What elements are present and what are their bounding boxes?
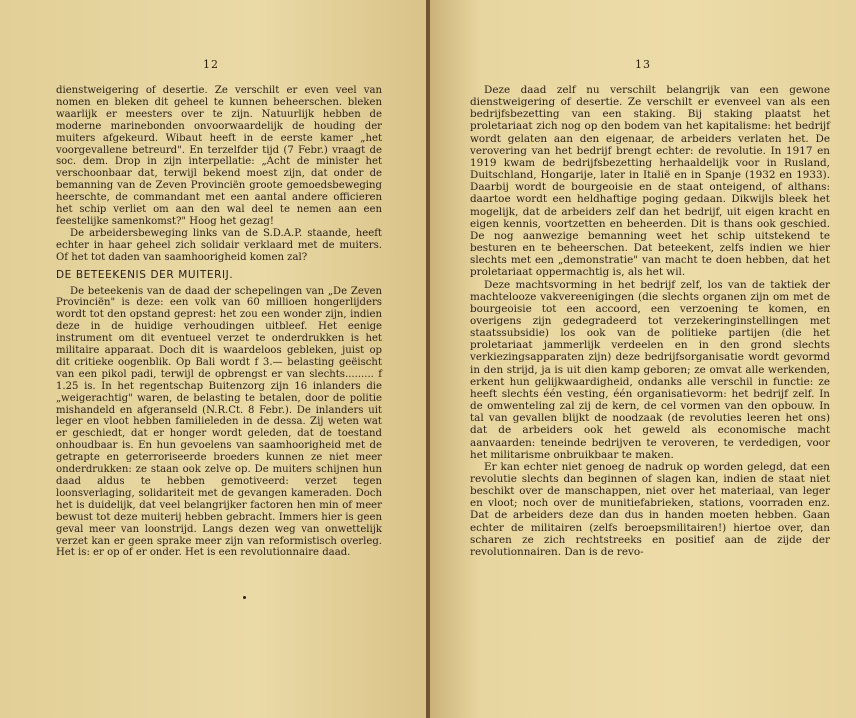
paragraph: Deze daad zelf nu verschilt belangrijk van een gewone dienstweigering of desertie. Ze verschilt er evenveel van als een bedrijfsbezetting van een staking. Bij staking plaatst het proletariaat zich nog op den bodem van het kapitalisme: het bedrijf wordt gelaten aan den eigenaar, de arbeiders verlaten het. De verovering van het bedrijf brengt echter: de revolutie. In 1917 en 1919 kwam de bedrijfsbezetting herhaaldelijk voor in Rusland, Duitschland, Hongarije, later in Italië en in Spanje (1932 en 1933). Daarbij wordt de bourgeoisie en de staat onteigend, of althans: daartoe wordt een heldhaftige poging gedaan. Dikwijls bleek het mogelijk, dat de arbeiders zelf dan het bedrijf, uit eigen kracht en eigen kennis, voortzetten en beheerden. Dit is thans ook geschied. De nog aanwezige bemanning weet het schip uitstekend te besturen en te beheerschen. Dat beteekent, zelfs indien we hier slechts met een „demonstratie" van macht te doen hebben, dat het proletariaat oppermachtig is, als het wil. — [470, 84, 830, 279]
section-heading: DE BETEEKENIS DER MUITERIJ. — [56, 268, 234, 281]
right-page-body — [470, 84, 830, 558]
page-number: 12 — [203, 58, 219, 71]
ink-dot — [243, 596, 246, 599]
right-page — [430, 0, 856, 718]
left-page-body — [56, 85, 382, 559]
page-number: 13 — [635, 58, 651, 71]
paragraph: Er kan echter niet genoeg de nadruk op worden gelegd, dat een revolutie slechts dan beginnen of slagen kan, indien de staat niet beschikt over de manschappen, niet over het materiaal, van leger en vloot; noch over de munitiefabrieken, stations, voorraden enz. Dat de arbeiders deze dan dus in handen moeten hebben. Gaan echter de militairen (zelfs beroepsmilitairen!) hiertoe over, dan scharen ze zich rechtstreeks en positief aan de zijde der revolutionnairen. Dan is de revo- — [470, 460, 830, 558]
paragraph: De beteekenis van de daad der schepelingen van „De Zeven Provinciën" is deze: een volk van 60 millioen hongerlijders wordt tot den opstand geprest: het zou een wonder zijn, indien deze in de huidige verhoudingen uitbleef. Het eenige instrument om dit eventueel verzet te onderdrukken is het militaire apparaat. Doch dit is waardeloos gebleken, juist op dit critieke oogenblik. Op Bali wordt f 3.— belasting geëischt van een pikol padi, terwijl de opbrengst er van slechts......... f 1.25 is. In het regentschap Buitenzorg zijn 16 inlanders die „weigerachtig" waren, de belasting te betalen, door de politie mishandeld en afgeranseld (N.R.Ct. 8 Febr.). De inlanders uit leger en vloot hebben familieleden in de dessa. Zij weten wat er geschiedt, dat er honger wordt geleden, dat de toestand onhoudbaar is. En hun gevoelens van saamhoorigheid met de getrapte en geterroriseerde broeders kunnen ze niet meer onderdrukken: ze staan ook zelve op. De muiters schijnen hun daad aldus te hebben gemotiveerd: verzet tegen loonsverlaging, solidariteit met de gevangen kameraden. Doch het is duidelijk, dat veel belangrijker factoren hen min of meer bewust tot deze muiterij hebben gebracht. Immers hier is geen geval meer van loonstrijd. Langs dezen weg van onwettelijk verzet kan er geen sprake meer zijn van reformistisch overleg. Het is: er op of er onder. Het is een revolutionnaire daad. — [56, 285, 382, 559]
paragraph: De arbeidersbeweging links van de S.D.A.P. staande, heeft echter in haar geheel zich solidair verklaard met de muiters. Of het tot daden van saamhoorigheid komen zal? — [56, 227, 382, 263]
paragraph: Deze machtsvorming in het bedrijf zelf, los van de taktiek der machtelooze vakvereenigingen (die slechts organen zijn om met de bourgeoisie tot een accoord, een verzoening te komen, en overigens zijn gedegradeerd tot verzekeringinstellingen met staatssubsidie) los ook van de politieke partijen (die het proletariaat jammerlijk verdeelen en in den grond slechts verkiezingsapparaten zijn) deze bedrijfsorganisatie wordt gevormd in den strijd, ja is uit dien kamp geboren; ze omvat alle werkenden, erkent hun gelijkwaardigheid, ondanks alle verschil in functie: ze heeft slechts één vesting, één organisatievorm: het bedrijf zelf. In de omwenteling zal zij de kern, de cel vormen van den opbouw. In tal van gevallen blijkt de noodzaak (de revoluties leeren het ons) dat de arbeiders ook het geweld als economische macht aanvaarden: teneinde bedrijven te veroveren, te verdedigen, voor het militarisme onbruikbaar te maken. — [470, 278, 830, 461]
paragraph: dienstweigering of desertie. Ze verschilt er even veel van nomen en bleken dit geheel te kunnen beheerschen. bleken waarlijk er meesters over te zijn. Natuurlijk hebben de moderne marinebonden onvoorwaardelijk de houding der muiters afgekeurd. Wibaut heeft in de eerste kamer „het voorgevallene betreurd". En terzelfder tijd (7 Febr.) vraagt de soc. dem. Drop in zijn interpellatie: „Acht de minister het verschoonbaar dat, terwijl bekend moest zijn, dat onder de bemanning van de Zeven Provinciën groote gemoedsbeweging heerschte, de commandant met een aantal andere officieren het schip verliet om aan den wal deel te nemen aan een feestelijke samenkomst?" Hoog het gezag! — [56, 85, 382, 227]
